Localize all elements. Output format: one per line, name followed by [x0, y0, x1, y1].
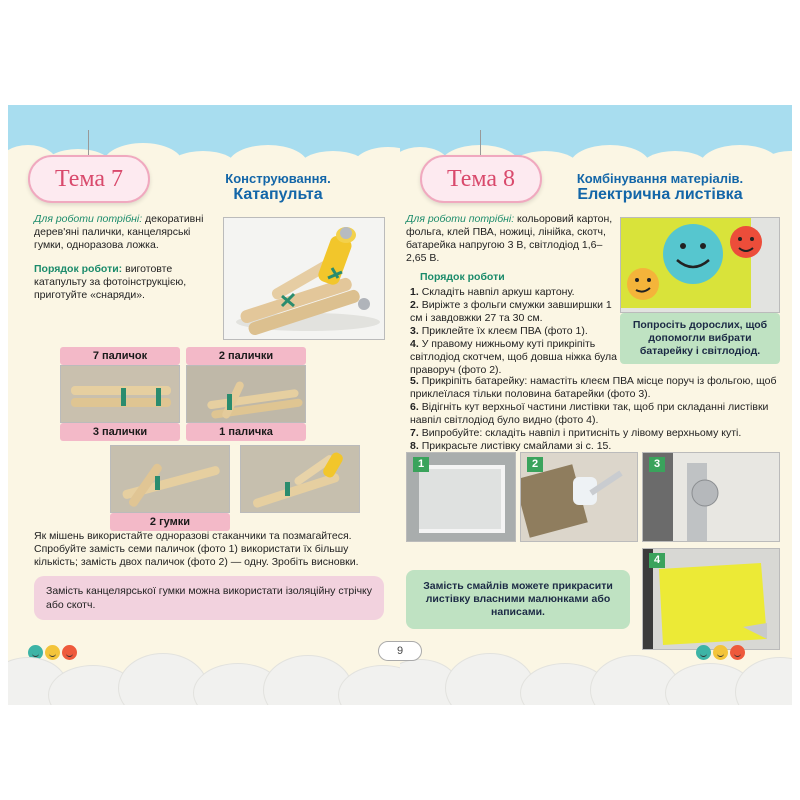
paragraph-experiment: Спробуйте замість семи паличок (фото 1) використати їх більшу кількість; замість двох паличок (фото 2) — одну. Зробіть висновки.: [34, 543, 359, 568]
step-1: 1. Складіть навпіл аркуш картону.: [410, 286, 575, 298]
paragraph-target: Як мішень використайте одноразові стаканчики та позмагайтеся.: [34, 530, 352, 542]
step-photo-2: [186, 365, 306, 423]
step-8: 8. Прикрасьте листівку смайлами зі с. 15.: [410, 440, 612, 452]
assembled-illustration: [241, 446, 360, 513]
step-3: 3. Приклейте їх клеєм ПВА (фото 1).: [410, 325, 588, 337]
step-photo-4: [240, 445, 360, 513]
materials-list: кольоровий картон, фольга, клей ПВА, ножиці, лінійка, скотч, батарейка напругою 3 В, світлодіод 1,6–2,65 В.: [406, 213, 613, 264]
order-label: Порядок роботи:: [34, 263, 123, 275]
topic-badge: Тема 7: [28, 155, 150, 203]
process-photo-4: [642, 548, 780, 650]
photo-number: 4: [649, 553, 665, 568]
tag-2-rubber-bands: 2 гумки: [110, 513, 230, 531]
badge-string: [88, 130, 89, 155]
sticks-illustration: [61, 366, 180, 423]
steps-list-top: [410, 286, 620, 377]
smileys-illustration: [621, 218, 780, 313]
page-title: [178, 171, 378, 204]
title-sub: Комбінування матеріалів.: [576, 171, 744, 186]
topic-badge: Тема 8: [420, 155, 542, 203]
step-4: 4. У правому нижньому куті прикріпіть світлодіод скотчем, щоб довша ніжка була праворуч (фото 2).: [410, 338, 617, 376]
photo-number: 1: [413, 457, 429, 472]
decorate-note: Замість смайлів можете прикрасити листівку власними малюнками або написами.: [406, 570, 630, 629]
photo-number: 3: [649, 457, 665, 472]
step-5: 5. Прикріпіть батарейку: намастіть клеєм ПВА місце поруч із фольгою, щоб приклеїлася тільки половина батарейки (фото 3).: [410, 375, 777, 400]
page-number: 9: [378, 641, 422, 661]
steps-list-bottom: [410, 375, 780, 453]
materials-label: Для роботи потрібні:: [406, 213, 515, 225]
process-photo-2: [520, 452, 638, 542]
order-label: Порядок роботи: [420, 271, 505, 283]
title-sub: Конструювання.: [225, 171, 331, 186]
step-2: 2. Виріжте з фольги смужки завширшки 1 см і завдовжки 27 та 30 см.: [410, 299, 612, 324]
order-heading: [420, 271, 620, 284]
order-text: [34, 263, 216, 302]
photo-number: 2: [527, 457, 543, 472]
order-body: виготовте катапульту за фотоінструкцією, приготуйте «снаряди».: [34, 263, 187, 301]
page-title: [550, 171, 770, 204]
catapult-photo: [223, 217, 385, 340]
bottom-clouds: [400, 647, 792, 705]
frame-illustration: [187, 366, 306, 423]
title-main: Електрична листівка: [577, 186, 743, 203]
catapult-illustration: [224, 218, 385, 340]
materials-text: [406, 213, 620, 265]
smiley-card-photo: [620, 217, 780, 313]
tag-3-sticks: 3 палички: [60, 423, 180, 441]
tag-7-sticks: 7 паличок: [60, 347, 180, 365]
process-photo-3: [642, 452, 780, 542]
tip-note: Замість канцелярської гумки можна використати ізоляційну стрічку або скотч.: [34, 576, 384, 620]
right-page: [400, 105, 792, 705]
badge-string: [480, 130, 481, 155]
materials-text: [34, 213, 216, 252]
left-page: [8, 105, 400, 705]
bottom-clouds: [8, 647, 400, 705]
process-photo-1: [406, 452, 516, 542]
step-photo-1: [60, 365, 180, 423]
cross-illustration: [111, 446, 230, 513]
step-7: 7. Випробуйте: складіть навпіл і притисніть у лівому верхньому куті.: [410, 427, 742, 439]
tag-2-sticks: 2 палички: [186, 347, 306, 365]
step-photo-3: [110, 445, 230, 513]
materials-label: Для роботи потрібні:: [34, 213, 143, 225]
step-6: 6. Відігніть кут верхньої частини листівки так, щоб при складанні листівки навпіл світлодіод було видно (фото 4).: [410, 401, 769, 426]
materials-list: декоративні дерев'яні палички, канцелярські гумки, одноразова ложка.: [34, 213, 204, 251]
tag-1-stick: 1 паличка: [186, 423, 306, 441]
title-main: Катапульта: [233, 186, 323, 203]
help-note: Попросіть дорослих, щоб допомогли вибрати батарейку і світлодіод.: [620, 313, 780, 364]
